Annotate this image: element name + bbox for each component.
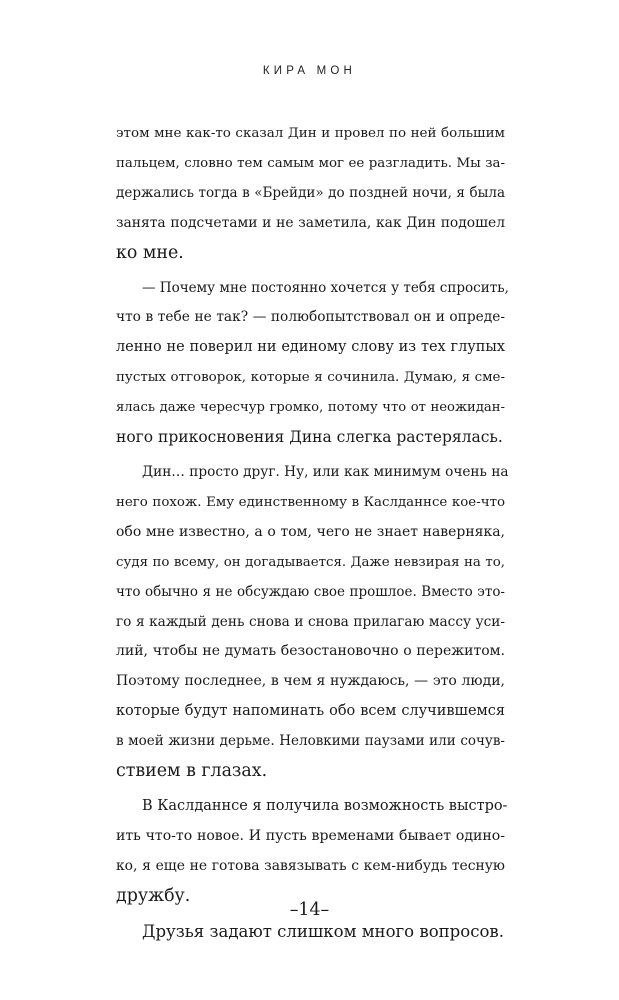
- text-line: ялась даже чересчур громко, потому что от неожидан-: [116, 400, 505, 416]
- text-line: что обычно я не обсуждаю свое прошлое. Вместо это-: [116, 583, 505, 600]
- text-line: что в тебе не так? — полюбопытствовал он и опреде-: [116, 309, 505, 326]
- paragraph-4: [116, 792, 508, 912]
- text-line: ко мне.: [116, 242, 184, 263]
- body-text: [116, 119, 509, 946]
- text-line: ленно не поверил ни единому слову из тех глупых: [116, 339, 505, 356]
- text-line: дружбу.: [116, 885, 191, 906]
- text-line: обо мне известно, а о том, чего не знает наверняка,: [116, 523, 505, 540]
- page-number: –14–: [289, 900, 330, 920]
- text-line: ного прикосновения Дина слегка растерялась.: [116, 428, 503, 447]
- text-line: него похож. Ему единственному в Каслданнсе кое-что: [116, 494, 505, 510]
- text-line: Друзья задают слишком много вопросов.: [142, 921, 504, 941]
- text-line: ко, я еще не готова завязывать с кем-нибудь тесную: [116, 857, 505, 874]
- text-line: го я каждый день снова и снова прилагаю массу уси-: [116, 613, 505, 630]
- text-line: судя по всему, он догадывается. Даже невзирая на то,: [116, 554, 505, 570]
- text-line: ить что-то новое. И пусть временами бывает одино-: [116, 827, 505, 844]
- text-line: ствием в глазах.: [116, 761, 268, 782]
- text-line: Дин… просто друг. Ну, или как минимум очень на: [142, 463, 509, 480]
- text-line: пустых отговорок, которые я сочинила. Думаю, я сме-: [116, 370, 505, 386]
- text-line: лий, чтобы не думать безостановочно о пережитом.: [116, 643, 505, 660]
- paragraph-3: [116, 458, 509, 787]
- text-line: занята подсчетами и не заметила, как Дин подошел: [116, 214, 505, 231]
- text-line: в моей жизни дерьме. Неловкими паузами или сочув-: [116, 733, 505, 750]
- paragraph-2: [116, 274, 509, 453]
- running-header: КИРА МОН: [262, 65, 357, 77]
- paragraph-1: [116, 119, 505, 269]
- text-line: держались тогда в «Брейди» до поздней ночи, я была: [116, 184, 505, 201]
- text-line: пальцем, словно тем самым мог ее разгладить. Мы за-: [116, 155, 505, 171]
- text-line: этом мне как-то сказал Дин и провел по ней большим: [116, 126, 505, 141]
- text-line: В Каслданнсе я получила возможность выстро-: [142, 797, 508, 814]
- text-line: — Почему мне постоянно хочется у тебя спросить,: [142, 279, 509, 296]
- text-line: которые будут напоминать обо всем случившемся: [116, 703, 505, 720]
- paragraph-5: [116, 917, 505, 947]
- text-line: Поэтому последнее, в чем я нуждаюсь, — это люди,: [116, 673, 505, 690]
